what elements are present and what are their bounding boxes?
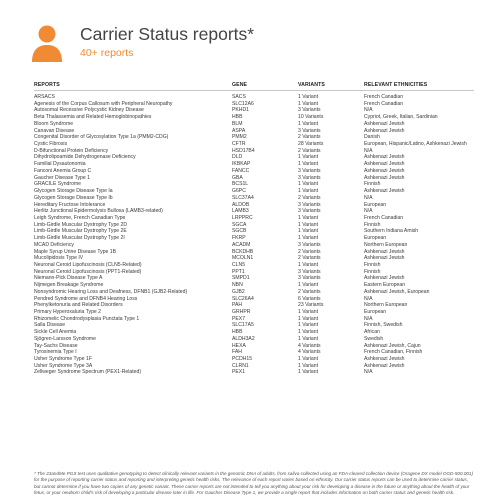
report-name: Niemann-Pick Disease Type A: [34, 275, 103, 282]
variant-count: 1 Variant: [298, 214, 319, 221]
column-header-reports: REPORTS: [34, 82, 60, 88]
variant-count: 1 Variant: [298, 356, 319, 363]
relevant-ethnicities: Ashkenazi Jewish: [364, 154, 405, 161]
gene-name: CFTR: [232, 141, 246, 148]
gene-name: BLM: [232, 120, 243, 127]
page-title: Carrier Status reports*: [80, 24, 255, 44]
table-body: [34, 94, 474, 376]
gene-name: SGCA: [232, 221, 247, 228]
variant-count: 3 Variants: [298, 268, 321, 275]
table-row: [34, 168, 474, 175]
relevant-ethnicities: N/A: [364, 208, 373, 215]
variant-count: 1 Variant: [298, 315, 319, 322]
report-name: Neuronal Ceroid Lipofuscinosis (CLN5-Related): [34, 261, 142, 268]
report-name: Familial Dysautonomia: [34, 161, 86, 168]
relevant-ethnicities: French Canadian: [364, 94, 404, 100]
table-row: [34, 235, 474, 242]
table-row: [34, 114, 474, 121]
relevant-ethnicities: Northern European: [364, 302, 408, 309]
variant-count: 1 Variant: [298, 221, 319, 228]
relevant-ethnicities: Finnish, Swedish: [364, 322, 403, 329]
table-row: [34, 282, 474, 289]
table-row: [34, 336, 474, 343]
report-name: Primary Hyperoxaluria Type 2: [34, 309, 101, 315]
relevant-ethnicities: French Canadian: [364, 100, 404, 107]
gene-name: SGCB: [232, 228, 247, 235]
gene-name: ALDOB: [232, 201, 250, 208]
report-header: [30, 20, 470, 65]
variant-count: 28 Variants: [298, 141, 324, 148]
variant-count: 1 Variant: [298, 329, 319, 336]
column-header-gene: GENE: [232, 82, 248, 88]
table-row: [34, 275, 474, 282]
table-row: [34, 181, 474, 188]
table-row: [34, 148, 474, 155]
relevant-ethnicities: French Canadian: [364, 214, 404, 221]
variant-count: 1 Variant: [298, 228, 319, 235]
report-name: Nijmegen Breakage Syndrome: [34, 282, 104, 289]
relevant-ethnicities: Ashkenazi Jewish: [364, 356, 405, 363]
variant-count: 1 Variant: [298, 322, 319, 329]
variant-count: 23 Variants: [298, 302, 324, 309]
gene-name: BCS1L: [232, 181, 249, 188]
variant-count: 2 Variants: [298, 134, 321, 141]
report-name: Glycogen Storage Disease Type Ia: [34, 188, 113, 195]
variant-count: 3 Variants: [298, 174, 321, 181]
report-name: Hereditary Fructose Intolerance: [34, 201, 106, 208]
report-name: Leigh Syndrome, French Canadian Type: [34, 214, 126, 221]
gene-name: PCDH15: [232, 356, 253, 363]
gene-name: SLC26A4: [232, 295, 254, 302]
relevant-ethnicities: Eastern European: [364, 282, 406, 289]
table-row: [34, 322, 474, 329]
table-row: [34, 107, 474, 114]
gene-name: DLD: [232, 154, 243, 161]
report-name: D-Bifunctional Protein Deficiency: [34, 147, 109, 154]
relevant-ethnicities: Finnish: [364, 261, 381, 268]
report-name: Nonsyndromic Hearing Loss and Deafness, DFNB1 (GJB2-Related): [34, 288, 188, 295]
relevant-ethnicities: N/A: [364, 107, 373, 114]
relevant-ethnicities: Ashkenazi Jewish: [364, 127, 405, 134]
variant-count: 2 Variants: [298, 248, 321, 255]
relevant-ethnicities: Ashkenazi Jewish: [364, 161, 405, 168]
report-name: Beta Thalassemia and Related Hemoglobinopathies: [34, 114, 152, 121]
report-name: Gaucher Disease Type 1: [34, 174, 90, 181]
table-row: [34, 175, 474, 182]
variant-count: 2 Variants: [298, 288, 321, 295]
header-divider: [34, 90, 474, 91]
table-row: [34, 202, 474, 209]
table-row: [34, 269, 474, 276]
variant-count: 1 Variant: [298, 120, 319, 127]
table-row: [34, 215, 474, 222]
table-row: [34, 343, 474, 350]
relevant-ethnicities: African: [364, 329, 380, 336]
variant-count: 2 Variants: [298, 147, 321, 154]
relevant-ethnicities: Ashkenazi Jewish: [364, 248, 405, 255]
table-row: [34, 369, 474, 376]
gene-name: CLN5: [232, 261, 246, 268]
variant-count: 1 Variant: [298, 181, 319, 188]
gene-name: PEX7: [232, 315, 246, 322]
relevant-ethnicities: European: [364, 235, 387, 242]
table-row: [34, 356, 474, 363]
variant-count: 1 Variant: [298, 100, 319, 107]
variant-count: 3 Variants: [298, 167, 321, 174]
table-row: [34, 188, 474, 195]
relevant-ethnicities: Ashkenazi Jewish: [364, 275, 405, 282]
relevant-ethnicities: Finnish: [364, 181, 381, 188]
report-name: Usher Syndrome Type 3A: [34, 362, 93, 369]
gene-name: LRPPRC: [232, 214, 253, 221]
gene-name: PKHD1: [232, 107, 249, 114]
person-icon: [30, 24, 64, 62]
report-name: Cystic Fibrosis: [34, 141, 68, 148]
relevant-ethnicities: Ashkenazi Jewish: [364, 188, 405, 195]
relevant-ethnicities: N/A: [364, 315, 373, 322]
gene-name: GJB2: [232, 288, 245, 295]
report-name: Usher Syndrome Type 1F: [34, 356, 92, 363]
relevant-ethnicities: European, Hispanic/Latino, Ashkenazi Jewish: [364, 141, 467, 148]
relevant-ethnicities: N/A: [364, 369, 373, 376]
gene-name: PPT1: [232, 268, 245, 275]
report-count: 40+ reports: [80, 47, 134, 59]
report-name: Pendred Syndrome and DFNB4 Hearing Loss: [34, 295, 138, 302]
table-row: [34, 222, 474, 229]
table-row: [34, 141, 474, 148]
variant-count: 3 Variants: [298, 275, 321, 282]
variant-count: 1 Variant: [298, 188, 319, 195]
variant-count: 3 Variants: [298, 127, 321, 134]
relevant-ethnicities: Ashkenazi Jewish, European: [364, 288, 430, 295]
relevant-ethnicities: Ashkenazi Jewish: [364, 362, 405, 369]
gene-name: SMPD1: [232, 275, 250, 282]
gene-name: IKBKAP: [232, 161, 251, 168]
variant-count: 3 Variants: [298, 208, 321, 215]
report-name: Neuronal Ceroid Lipofuscinosis (PPT1-Related): [34, 268, 142, 275]
table-row: [34, 363, 474, 370]
report-name: Limb-Girdle Muscular Dystrophy Type 2I: [34, 235, 125, 242]
report-name: Maple Syrup Urine Disease Type 1B: [34, 248, 117, 255]
relevant-ethnicities: Finnish: [364, 268, 381, 275]
variant-count: 2 Variants: [298, 194, 321, 201]
relevant-ethnicities: Ashkenazi Jewish: [364, 167, 405, 174]
report-name: Herlitz Junctional Epidermolysis Bullosa (LAMB3-related): [34, 208, 163, 215]
relevant-ethnicities: Danish: [364, 134, 380, 141]
report-name: Limb-Girdle Muscular Dystrophy Type 2E: [34, 228, 127, 235]
column-header-ethnicities: RELEVANT ETHNICITIES: [364, 82, 428, 88]
relevant-ethnicities: Ashkenazi Jewish: [364, 120, 405, 127]
gene-name: HSD17B4: [232, 147, 255, 154]
table-row: [34, 242, 474, 249]
relevant-ethnicities: Swedish: [364, 335, 384, 342]
relevant-ethnicities: N/A: [364, 194, 373, 201]
table-row: [34, 296, 474, 303]
gene-name: SLC37A4: [232, 194, 254, 201]
table-row: [34, 255, 474, 262]
relevant-ethnicities: European: [364, 309, 387, 315]
variant-count: 10 Variants: [298, 114, 324, 121]
report-name: Phenylketonuria and Related Disorders: [34, 302, 123, 309]
relevant-ethnicities: Ashkenazi Jewish: [364, 255, 405, 262]
table-row: [34, 154, 474, 161]
gene-name: FANCC: [232, 167, 250, 174]
gene-name: FAH: [232, 349, 242, 356]
variant-count: 2 Variants: [298, 255, 321, 262]
gene-name: GBA: [232, 174, 243, 181]
gene-name: PAH: [232, 302, 243, 309]
report-name: Bloom Syndrome: [34, 120, 74, 127]
column-header-variants: VARIANTS: [298, 82, 325, 88]
table-row: [34, 349, 474, 356]
gene-name: MCOLN1: [232, 255, 254, 262]
gene-name: GRHPR: [232, 309, 251, 315]
gene-name: ASPA: [232, 127, 246, 134]
relevant-ethnicities: Ashkenazi Jewish, Cajun: [364, 342, 421, 349]
variant-count: 3 Variants: [298, 201, 321, 208]
relevant-ethnicities: Cypriot, Greek, Italian, Sardinian: [364, 114, 438, 121]
variant-count: 1 Variant: [298, 282, 319, 289]
relevant-ethnicities: N/A: [364, 295, 373, 302]
variant-count: 1 Variant: [298, 335, 319, 342]
table-row: [34, 329, 474, 336]
table-row: [34, 195, 474, 202]
variant-count: 1 Variant: [298, 161, 319, 168]
report-name: Tyrosinemia Type I: [34, 349, 77, 356]
report-name: Sickle Cell Anemia: [34, 329, 77, 336]
footnote: * The 23andMe PGS test uses qualitative genotyping to detect clinically relevant variants in the genomic DNA of adults, from saliva collected using an FDA-cleared collection device (Oragene DX model OGD-500.001) for the purpose of reporting carrier status and reporting and interpreting genetic health risks. The relevance of each report varies based on ethnicity. Our carrier status reports can be used to determine carrier status, but cannot determine if you have two copies of any genetic variant. These carrier reports are not intended to tell you anything about your risk for developing a disease in the future or anything about the health of your fetus, or your newborn child's risk of developing a particular disease later in life. For Gaucher Disease Type 1, we provide a single report that includes information on both carrier status and genetic health risk.: [34, 471, 474, 495]
table-row: [34, 128, 474, 135]
report-name: Agenesis of the Corpus Callosum with Peripheral Neuropathy: [34, 100, 173, 107]
table-row: [34, 316, 474, 323]
relevant-ethnicities: Northern European: [364, 241, 408, 248]
variant-count: 1 Variant: [298, 94, 319, 100]
table-row: [34, 121, 474, 128]
variant-count: 4 Variants: [298, 342, 321, 349]
gene-name: HBB: [232, 114, 243, 121]
table-row: [34, 302, 474, 309]
report-name: Congenital Disorder of Glycosylation Type 1a (PMM2-CDG): [34, 134, 169, 141]
report-name: Autosomal Recessive Polycystic Kidney Disease: [34, 107, 144, 114]
relevant-ethnicities: French Canadian, Finnish: [364, 349, 423, 356]
variant-count: 3 Variants: [298, 241, 321, 248]
variant-count: 1 Variant: [298, 362, 319, 369]
variant-count: 6 Variants: [298, 295, 321, 302]
table-row: [34, 94, 474, 101]
variant-count: 1 Variant: [298, 369, 319, 376]
report-name: Tay-Sachs Disease: [34, 342, 78, 349]
report-name: MCAD Deficiency: [34, 241, 74, 248]
report-name: Salla Disease: [34, 322, 66, 329]
gene-name: HEXA: [232, 342, 246, 349]
variant-count: 1 Variant: [298, 154, 319, 161]
gene-name: PEX1: [232, 369, 246, 376]
gene-name: NBN: [232, 282, 243, 289]
report-name: Dihydrolipoamide Dehydrogenase Deficiency: [34, 154, 136, 161]
report-name: Canavan Disease: [34, 127, 75, 134]
report-name: Fanconi Anemia Group C: [34, 167, 92, 174]
relevant-ethnicities: Ashkenazi Jewish: [364, 174, 405, 181]
table-row: [34, 249, 474, 256]
table-row: [34, 134, 474, 141]
gene-name: SLC12A6: [232, 100, 254, 107]
report-name: Mucolipidosis Type IV: [34, 255, 84, 262]
table-row: [34, 262, 474, 269]
table-row: [34, 289, 474, 296]
gene-name: LAMB3: [232, 208, 249, 215]
variant-count: 4 Variants: [298, 349, 321, 356]
table-row: [34, 309, 474, 316]
relevant-ethnicities: N/A: [364, 147, 373, 154]
report-name: GRACILE Syndrome: [34, 181, 81, 188]
gene-name: FKRP: [232, 235, 246, 242]
gene-name: G6PC: [232, 188, 246, 195]
variant-count: 1 Variant: [298, 261, 319, 268]
relevant-ethnicities: Finnish: [364, 221, 381, 228]
gene-name: ACADM: [232, 241, 251, 248]
gene-name: HBB: [232, 329, 243, 336]
report-name: Limb-Girdle Muscular Dystrophy Type 2D: [34, 221, 128, 228]
variant-count: 1 Variant: [298, 309, 319, 315]
report-name: Sjögren-Larsson Syndrome: [34, 335, 97, 342]
table-row: [34, 228, 474, 235]
report-name: ARSACS: [34, 94, 55, 100]
gene-name: SLC17A5: [232, 322, 254, 329]
gene-name: BCKDHB: [232, 248, 254, 255]
gene-name: SACS: [232, 94, 246, 100]
table-row: [34, 208, 474, 215]
report-name: Rhizomelic Chondrodysplasia Punctata Type 1: [34, 315, 140, 322]
gene-name: ALDH3A2: [232, 335, 255, 342]
table-row: [34, 161, 474, 168]
variant-count: 1 Variant: [298, 235, 319, 242]
table-row: [34, 101, 474, 108]
gene-name: PMM2: [232, 134, 247, 141]
relevant-ethnicities: Southern Indiana Amish: [364, 228, 419, 235]
gene-name: CLRN1: [232, 362, 249, 369]
report-name: Zellweger Syndrome Spectrum (PEX1-Related): [34, 369, 142, 376]
report-name: Glycogen Storage Disease Type Ib: [34, 194, 113, 201]
variant-count: 3 Variants: [298, 107, 321, 114]
relevant-ethnicities: European: [364, 201, 387, 208]
